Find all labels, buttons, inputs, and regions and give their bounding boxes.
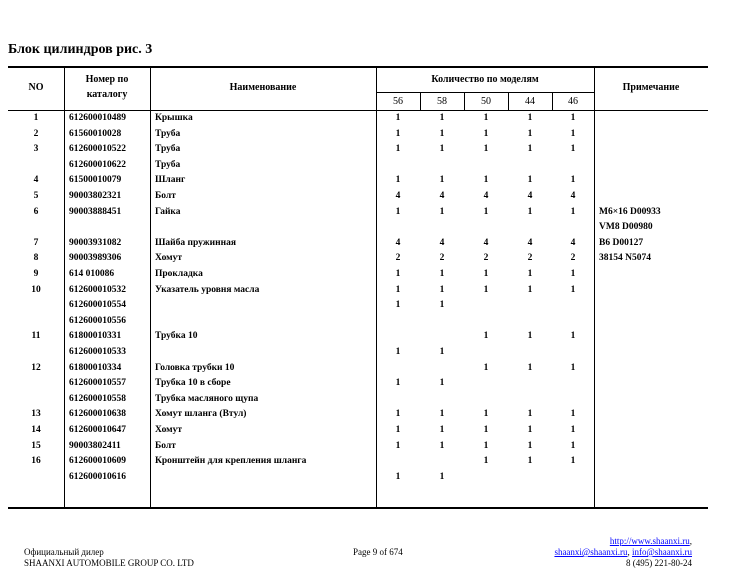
header-note: Примечание: [622, 82, 680, 93]
row-number: 13: [31, 409, 41, 420]
header-qty-by-model: Количество по моделям: [431, 74, 539, 85]
footer-dealer-line2: SHAANXI AUTOMOBILE GROUP CO. LTD: [24, 558, 194, 568]
row-number: 14: [31, 425, 41, 435]
qty-model-50: 1: [483, 175, 489, 186]
row-number: 11: [31, 331, 41, 342]
catalog-number: 612600010489: [69, 113, 126, 123]
qty-model-58: 4: [439, 237, 445, 248]
qty-model-56: 1: [395, 113, 401, 123]
part-name: Гайка: [155, 206, 181, 217]
column-divider: [64, 67, 65, 507]
row-number: 10: [31, 284, 41, 295]
part-note: 38154 N5074: [599, 253, 651, 264]
catalog-number: 61800010334: [69, 362, 122, 373]
table-bottom-rule: [8, 507, 708, 509]
qty-model-50: 4: [483, 191, 489, 201]
qty-model-46: 1: [570, 456, 576, 467]
catalog-number: 61500010079: [69, 175, 122, 186]
part-name: Указатель уровня масла: [155, 284, 260, 295]
table-top-rule: [8, 66, 708, 68]
part-note: M6×16 D00933: [599, 206, 661, 217]
part-name: Прокладка: [155, 269, 203, 279]
qty-model-58: 1: [439, 113, 445, 123]
row-number: 2: [33, 128, 39, 139]
qty-model-56: 1: [395, 347, 401, 357]
qty-model-50: 1: [483, 362, 489, 373]
qty-model-58: 1: [439, 284, 445, 295]
qty-model-46: 1: [570, 425, 576, 435]
qty-model-44: 1: [527, 144, 533, 155]
qty-model-46: 1: [570, 144, 576, 155]
footer-email-separator: ,: [627, 547, 632, 557]
qty-model-50: 1: [483, 331, 489, 342]
qty-model-56: 1: [395, 378, 401, 389]
qty-model-56: 1: [395, 284, 401, 295]
catalog-number: 612600010616: [69, 471, 126, 482]
qty-model-44: 1: [527, 362, 533, 373]
qty-model-58: 1: [439, 347, 445, 357]
catalog-number: 90003802411: [69, 440, 121, 451]
qty-model-58: 1: [439, 425, 445, 435]
part-name: Головка трубки 10: [155, 362, 235, 373]
qty-model-58: 1: [439, 409, 445, 420]
qty-model-46: 4: [570, 191, 576, 201]
catalog-number: 612600010647: [69, 425, 126, 435]
qty-model-58: 1: [439, 206, 445, 217]
qty-model-46: 1: [570, 440, 576, 451]
header-model-44: 44: [525, 96, 535, 107]
qty-model-56: 1: [395, 300, 401, 311]
row-number: 6: [33, 206, 39, 217]
part-name: Хомут: [155, 425, 183, 435]
row-number: 7: [33, 237, 39, 248]
header-catalog-line1: Номер по: [85, 74, 129, 85]
qty-model-50: 1: [483, 409, 489, 420]
header-divider: [376, 92, 594, 93]
catalog-number: 612600010533: [69, 347, 126, 357]
qty-model-58: 1: [439, 175, 445, 186]
row-number: 16: [31, 456, 41, 467]
catalog-number: 614 010086: [69, 269, 115, 279]
catalog-number: 61560010028: [69, 128, 122, 139]
qty-model-50: 1: [483, 440, 489, 451]
qty-model-44: 1: [527, 440, 533, 451]
qty-model-44: 1: [527, 206, 533, 217]
qty-model-50: 4: [483, 237, 489, 248]
qty-model-44: 1: [527, 409, 533, 420]
qty-model-44: 4: [527, 191, 533, 201]
qty-model-46: 1: [570, 175, 576, 186]
qty-model-56: 1: [395, 425, 401, 435]
part-note: VM8 D00980: [599, 222, 653, 233]
qty-model-44: 4: [527, 237, 533, 248]
qty-model-50: 1: [483, 269, 489, 279]
header-model-56: 56: [393, 96, 403, 107]
part-name: Хомут шланга (Втул): [155, 409, 247, 420]
header-name: Наименование: [229, 82, 297, 93]
catalog-number: 612600010557: [69, 378, 126, 389]
row-number: 12: [31, 362, 41, 373]
qty-model-44: 1: [527, 456, 533, 467]
catalog-number: 612600010638: [69, 409, 126, 420]
catalog-number: 612600010558: [69, 393, 126, 404]
qty-model-50: 1: [483, 144, 489, 155]
catalog-number: 90003931082: [69, 237, 122, 248]
page-title: Блок цилиндров рис. 3: [8, 42, 153, 57]
part-name: Шланг: [155, 175, 186, 186]
row-number: 8: [33, 253, 39, 264]
qty-model-50: 2: [483, 253, 489, 264]
footer-dealer: [24, 547, 194, 569]
row-number: 5: [33, 191, 39, 201]
qty-model-46: 1: [570, 113, 576, 123]
qty-model-56: 4: [395, 237, 401, 248]
row-number: 1: [33, 113, 39, 123]
row-number: 3: [33, 144, 39, 155]
catalog-number: 90003888451: [69, 206, 122, 217]
qty-model-46: 4: [570, 237, 576, 248]
header-model-50: 50: [481, 96, 491, 107]
qty-model-50: 1: [483, 206, 489, 217]
qty-model-58: 1: [439, 144, 445, 155]
qty-model-44: 1: [527, 269, 533, 279]
header-no: NO: [28, 82, 44, 93]
qty-model-56: 4: [395, 191, 401, 201]
qty-model-44: 1: [527, 128, 533, 139]
qty-model-50: 1: [483, 425, 489, 435]
footer-site-suffix: ,: [689, 536, 692, 546]
qty-model-58: 1: [439, 300, 445, 311]
qty-model-50: 1: [483, 113, 489, 123]
qty-model-56: 1: [395, 269, 401, 279]
part-name: Трубка масляного щупа: [155, 393, 259, 404]
qty-model-44: 1: [527, 113, 533, 123]
part-name: Труба: [155, 144, 181, 155]
catalog-number: 90003802321: [69, 191, 122, 201]
part-name: Болт: [155, 440, 176, 451]
qty-model-44: 1: [527, 175, 533, 186]
part-name: Трубка 10 в сборе: [155, 378, 231, 389]
qty-model-46: 1: [570, 409, 576, 420]
qty-model-56: 2: [395, 253, 401, 264]
footer-contacts: [554, 536, 692, 569]
qty-model-58: 4: [439, 191, 445, 201]
qty-model-58: 1: [439, 440, 445, 451]
catalog-number: 612600010622: [69, 159, 126, 170]
qty-model-46: 1: [570, 269, 576, 279]
qty-model-46: 2: [570, 253, 576, 264]
catalog-number: 612600010532: [69, 284, 126, 295]
row-number: 9: [33, 269, 39, 279]
footer-phone: 8 (495) 221-80-24: [626, 558, 692, 568]
qty-model-56: 1: [395, 409, 401, 420]
footer-email-link[interactable]: shaanxi@shaanxi.ru: [554, 547, 628, 557]
header-model-46: 46: [568, 96, 578, 107]
catalog-number: 612600010554: [69, 300, 126, 311]
column-divider: [150, 67, 151, 507]
qty-model-44: 1: [527, 425, 533, 435]
qty-model-44: 1: [527, 284, 533, 295]
part-name: Болт: [155, 191, 176, 201]
header-catalog: [64, 72, 150, 102]
qty-model-50: 1: [483, 456, 489, 467]
qty-model-46: 1: [570, 362, 576, 373]
qty-model-58: 2: [439, 253, 445, 264]
footer-email-link-info[interactable]: info@shaanxi.ru: [631, 547, 692, 557]
qty-model-58: 1: [439, 128, 445, 139]
part-name: Шайба пружинная: [155, 237, 236, 248]
footer-site-link[interactable]: http://www.shaanxi.ru: [609, 536, 690, 546]
qty-model-46: 1: [570, 284, 576, 295]
part-name: Трубка 10: [155, 331, 198, 342]
catalog-number: 90003989306: [69, 253, 122, 264]
footer-dealer-line1: Официальный дилер: [24, 547, 104, 557]
qty-model-50: 1: [483, 128, 489, 139]
catalog-number: 612600010522: [69, 144, 126, 155]
qty-model-46: 1: [570, 128, 576, 139]
qty-model-50: 1: [483, 284, 489, 295]
qty-model-58: 1: [439, 378, 445, 389]
qty-model-56: 1: [395, 144, 401, 155]
footer-page-number: Page 9 of 674: [353, 547, 403, 557]
qty-model-46: 1: [570, 331, 576, 342]
part-name: Крышка: [155, 113, 193, 123]
header-catalog-line2: каталогу: [86, 89, 128, 100]
qty-model-58: 1: [439, 471, 445, 482]
qty-model-56: 1: [395, 175, 401, 186]
qty-model-46: 1: [570, 206, 576, 217]
catalog-number: 61800010331: [69, 331, 122, 342]
column-divider: [594, 67, 595, 507]
part-name: Труба: [155, 128, 181, 139]
qty-model-44: 2: [527, 253, 533, 264]
catalog-number: 612600010609: [69, 456, 126, 467]
qty-model-56: 1: [395, 206, 401, 217]
part-name: Хомут: [155, 253, 183, 264]
qty-model-56: 1: [395, 128, 401, 139]
part-note: B6 D00127: [599, 237, 644, 248]
catalog-number: 612600010556: [69, 315, 126, 326]
qty-model-56: 1: [395, 440, 401, 451]
header-model-58: 58: [437, 96, 447, 107]
part-name: Кронштейн для крепления шланга: [155, 456, 307, 467]
row-number: 15: [31, 440, 41, 451]
part-name: Труба: [155, 159, 181, 170]
row-number: 4: [33, 175, 39, 186]
qty-model-44: 1: [527, 331, 533, 342]
qty-model-56: 1: [395, 471, 401, 482]
qty-model-58: 1: [439, 269, 445, 279]
